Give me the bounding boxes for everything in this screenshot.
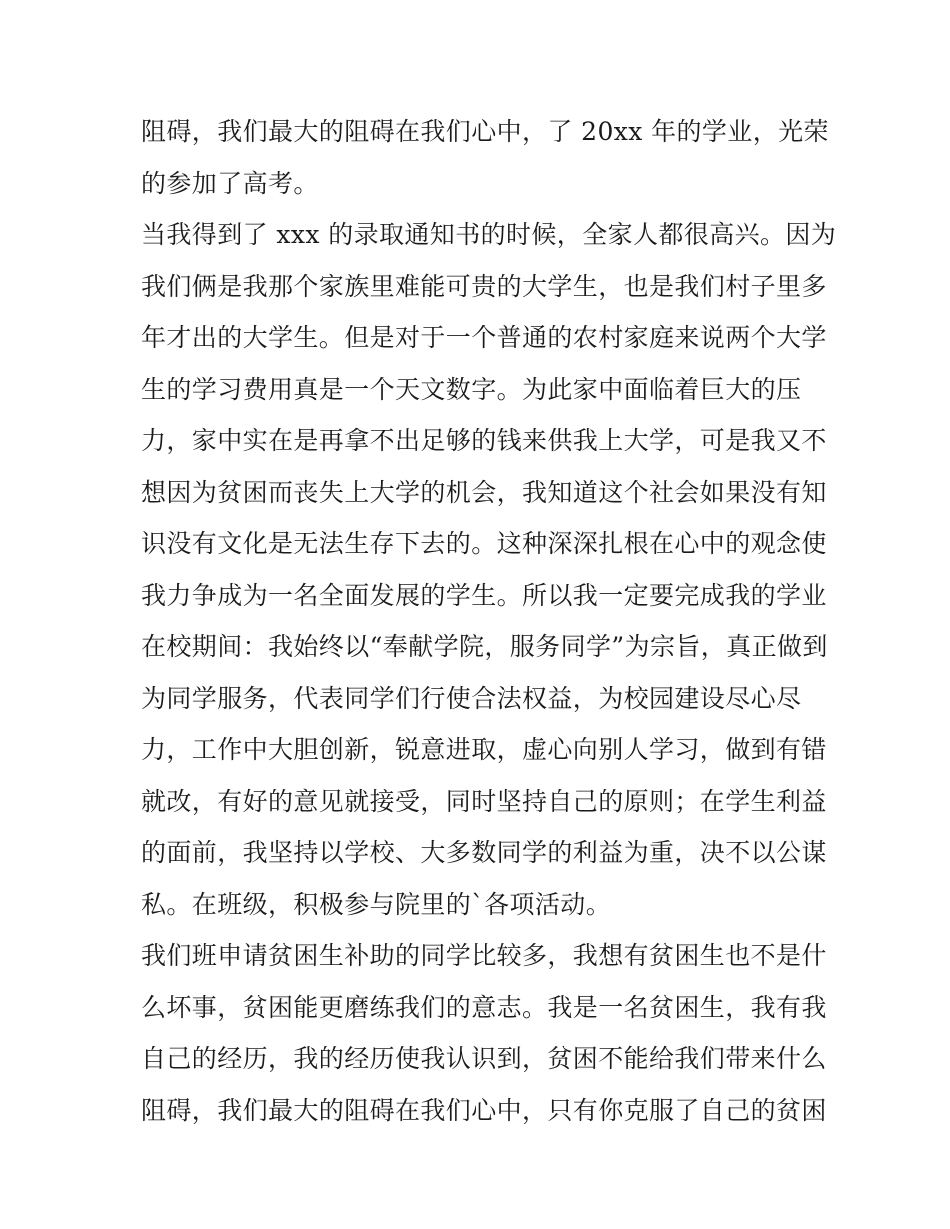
text-line: 我力争成为一名全面发展的学生。所以我一定要完成我的学业 (141, 580, 827, 610)
text-line: 为同学服务，代表同学们行使合法权益，为校园建设尽心尽 (141, 683, 802, 713)
text-line: 识没有文化是无法生存下去的。这种深深扎根在心中的观念使 (141, 529, 827, 558)
text-line: 么坏事，贫困能更磨练我们的意志。我是一名贫困生，我有我 (141, 992, 827, 1022)
text-line: 的面前，我坚持以学校、大多数同学的利益为重，决不以公谋 (141, 838, 827, 867)
text-line: 阻碍，我们最大的阻碍在我们心中，了 20xx 年的学业，光荣 (141, 117, 829, 146)
text-line: 就改，有好的意见就接受，同时坚持自己的原则；在学生利益 (141, 786, 827, 816)
text-line: 生的学习费用真是一个天文数字。为此家中面临着巨大的压 (141, 374, 802, 404)
text-line: 年才出的大学生。但是对于一个普通的农村家庭来说两个大学 (141, 323, 827, 352)
text-line: 想因为贫困而丧失上大学的机会，我知道这个社会如果没有知 (141, 477, 827, 507)
text-line: 的参加了高考。 (141, 168, 319, 198)
text-line: 私。在班级，积极参与院里的`各项活动。 (141, 889, 612, 919)
text-line: 当我得到了 xxx 的录取通知书的时候，全家人都很高兴。因为 (141, 220, 837, 249)
text-line: 我们班申请贫困生补助的同学比较多，我想有贫困生也不是什 (141, 941, 827, 970)
text-line: 阻碍，我们最大的阻碍在我们心中，只有你克服了自己的贫困 (141, 1095, 827, 1125)
body-text (141, 106, 837, 1136)
text-line: 在校期间：我始终以“奉献学院，服务同学”为宗旨，真正做到 (141, 632, 828, 661)
text-line: 力，工作中大胆创新，锐意进取，虚心向别人学习，做到有错 (141, 735, 827, 764)
text-line: 自己的经历，我的经历使我认识到，贫困不能给我们带来什么 (141, 1044, 827, 1073)
text-line: 力，家中实在是再拿不出足够的钱来供我上大学，可是我又不 (141, 426, 827, 455)
text-line: 我们俩是我那个家族里难能可贵的大学生，也是我们村子里多 (141, 271, 827, 301)
